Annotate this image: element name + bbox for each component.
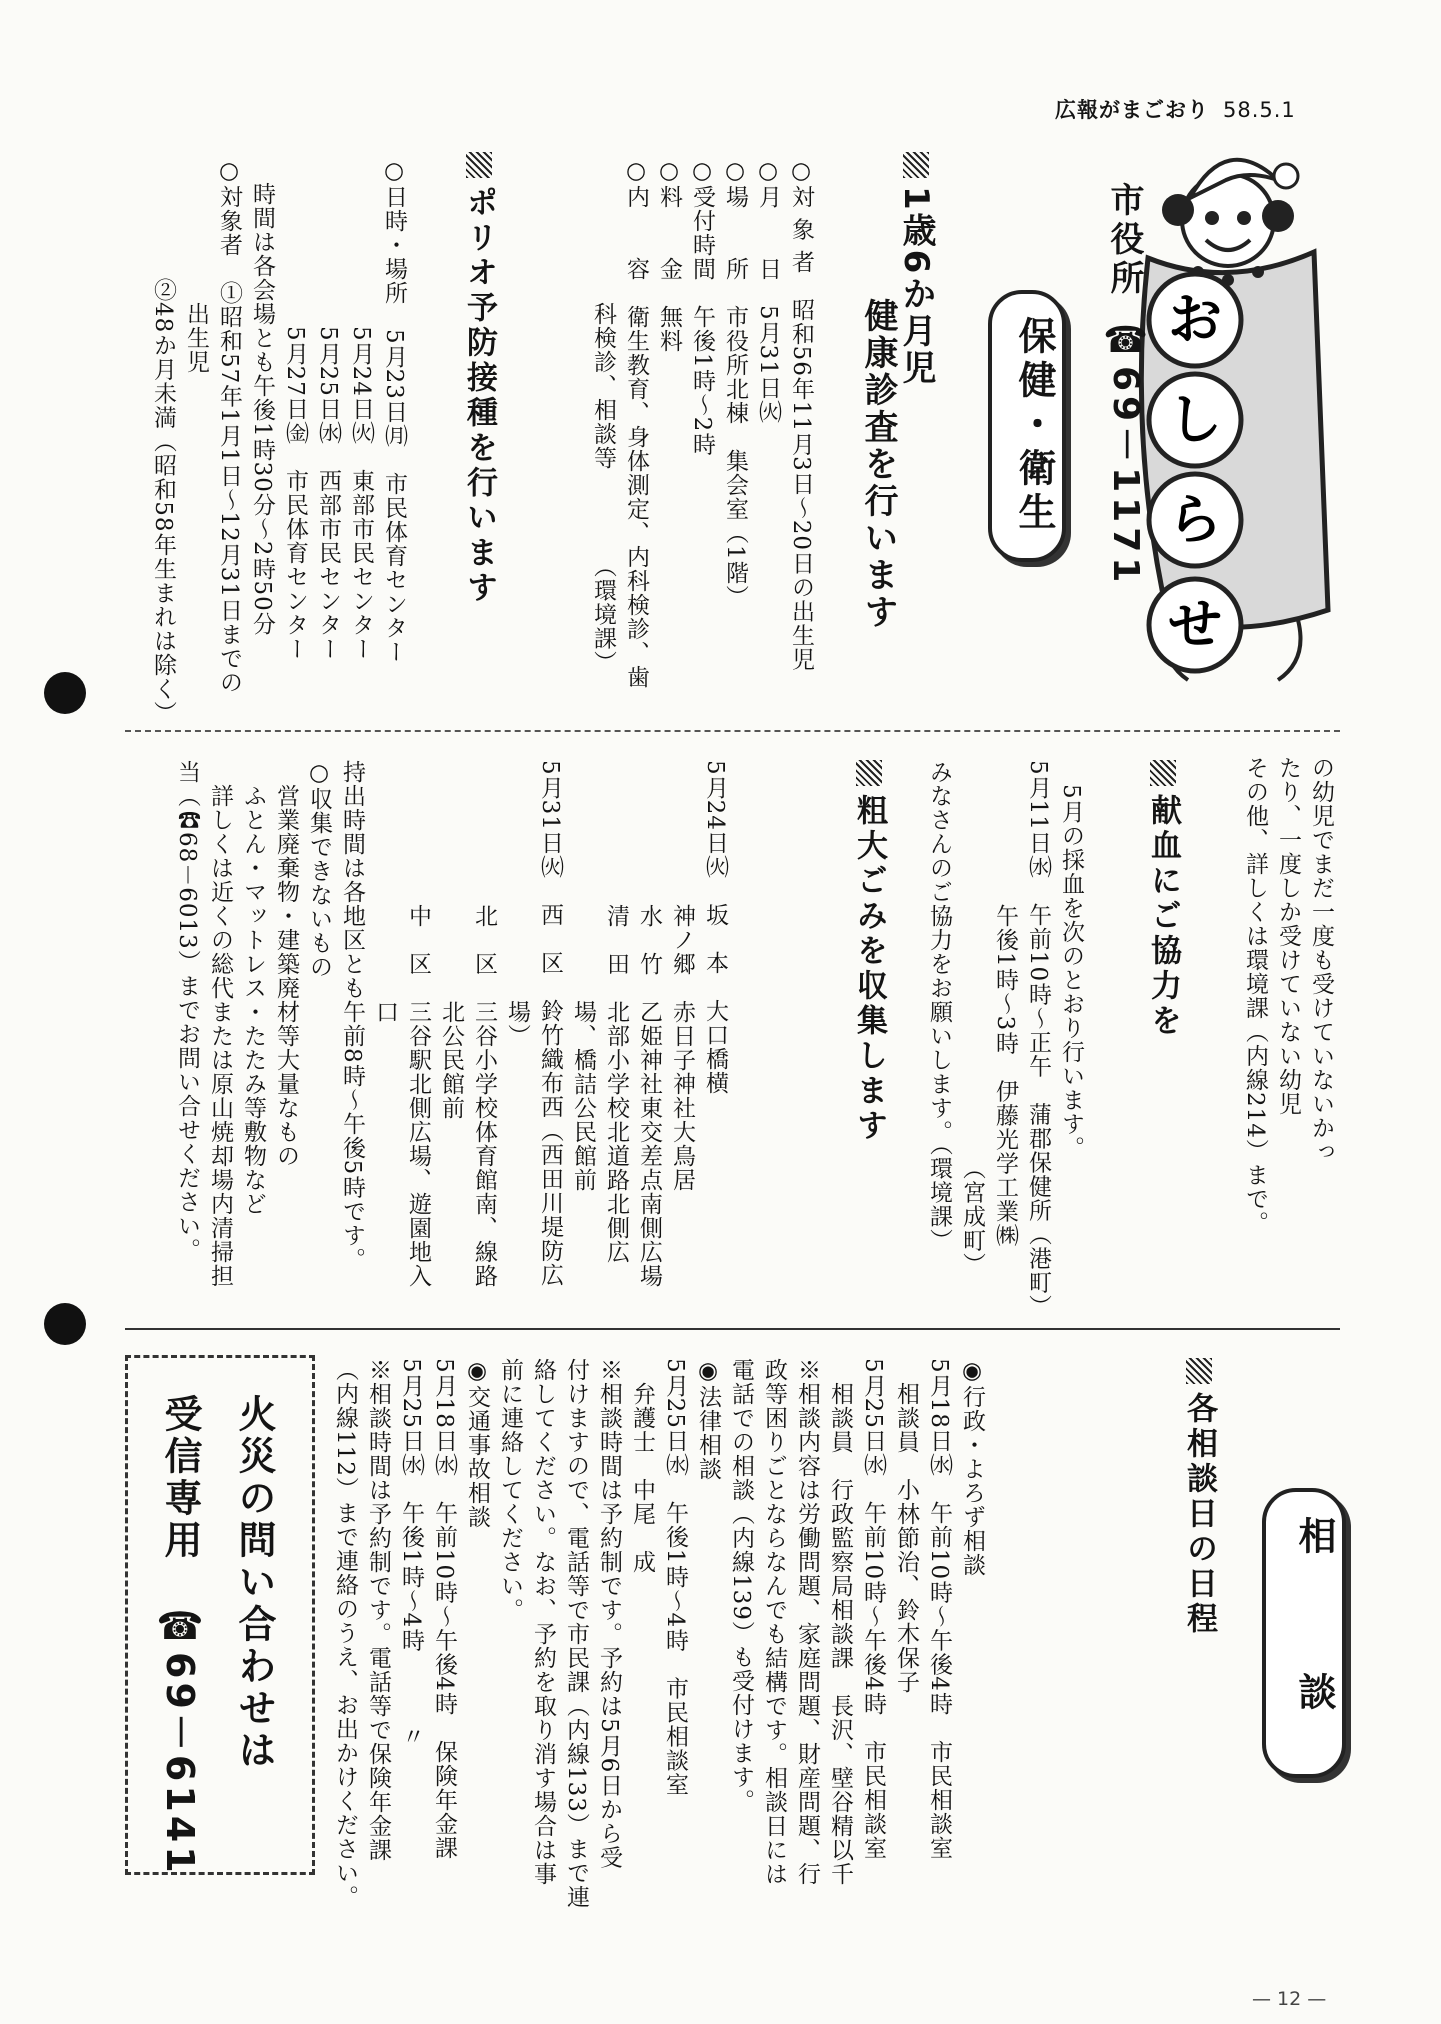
polio-continued (1238, 756, 1337, 1316)
list-item: 5月18日㈬ 午前10時～午後4時 保険年金課 (431, 1358, 457, 1860)
mascot-char-2: し (1168, 388, 1222, 451)
list-item: ○収集できないもの (306, 760, 332, 979)
list-item: 5月18日㈬ 午前10時～午後4時 市民相談室 (926, 1358, 952, 1860)
list-item: 相談員 小林節治、鈴木保子 (893, 1358, 919, 1694)
list-item: 5月24日㈫ 東部市民センター (348, 158, 374, 661)
list-item: ○対象者 ①昭和57年1月1日～12月31日までの (216, 158, 242, 695)
list-item: 5月24日㈫ 坂 本 大口橋横 (702, 760, 728, 1095)
consultation-body (328, 1358, 988, 1918)
list-item: 5月31日㈫ 西 区 鈴竹織布西（西田川堤防広 (537, 760, 563, 1287)
hatch-mark (1150, 760, 1176, 786)
section-label-consultation: 相 談 (1262, 1488, 1346, 1778)
list-item: 当（☎68－6013）までお問い合せください。 (174, 760, 200, 1262)
list-item: ○対 象 者 昭和56年11月3日～20日の出生児 (788, 158, 814, 672)
list-item: 5月27日㈮ 市民体育センター (282, 158, 308, 661)
list-item: ○場 所 市役所北棟 集会室（1階） (722, 158, 748, 609)
fire-inquiry-box (125, 1355, 315, 1875)
list-item: ○日時・場所 5月23日㈪ 市民体育センター (381, 158, 407, 664)
list-item: の幼児でまだ一度も受けていないかっ (1308, 756, 1334, 1164)
list-item: 午後1時～3時 伊藤光学工業㈱ (992, 760, 1018, 1248)
list-item: 政等困りごとならなんでも結構です。相談日には (761, 1358, 787, 1886)
punch-hole-bottom (44, 1303, 86, 1345)
consultation-title: 各相談日の日程 (1178, 1358, 1220, 1637)
fire-inquiry-line2: 受信専用 ☎69－6141 (158, 1394, 202, 1877)
publication-name: 広報がまごおり (1055, 98, 1209, 122)
mascot-char-3: ら (1168, 488, 1222, 551)
list-item: 5月25日㈬ 午後1時～4時 市民相談室 (662, 1358, 688, 1797)
list-item: 時間は各会場とも午後1時30分～2時50分 (249, 158, 275, 636)
hatch-mark (903, 152, 929, 178)
list-item: 科検診、相談等 （環境課） (590, 158, 616, 675)
list-item: 水 竹 乙姫神社東交差点南側広場 (636, 760, 662, 1288)
mascot-char-1: お (1168, 288, 1222, 351)
list-item: 出生児 (183, 158, 209, 374)
page-number: — 12 — (1252, 1988, 1327, 2010)
list-item: 弁護士 中尾 成 (629, 1358, 655, 1574)
traffic-consultation-heading: ◉交通事故相談 (464, 1358, 490, 1529)
bulky-garbage-title: 粗大ごみを収集します (848, 760, 890, 1144)
list-item: （宮成町） (959, 760, 985, 1277)
list-item: ○内 容 衛生教育、身体測定、内科検診、歯 (623, 158, 649, 689)
list-item: 電話での相談（内線139）も受付けます。 (728, 1358, 754, 1813)
list-item: 5月25日㈬ 午後1時～4時 〃 (398, 1358, 424, 1749)
punch-hole-top (44, 672, 86, 714)
list-item: 5月の採血を次のとおり行います。 (1058, 760, 1084, 1160)
blood-donation-body (922, 760, 1087, 1320)
list-item: その他、詳しくは環境課（内線214）まで。 (1242, 756, 1268, 1235)
city-hall-phone: ☎69－1171 (1105, 320, 1146, 588)
publication-header (1055, 94, 1296, 124)
city-hall-label: 市役所 (1104, 182, 1144, 299)
publication-date: 58.5.1 (1223, 98, 1296, 122)
list-item: 5月25日㈬ 午前10時～午後4時 市民相談室 (860, 1358, 886, 1860)
list-item: ○受付時間 午後1時～2時 (689, 158, 715, 457)
list-item: 前に連絡してください。 (497, 1358, 523, 1622)
list-item: 場） (504, 760, 530, 1048)
polio-title: ポリオ予防接種を行います (458, 152, 500, 606)
health-check-title-line1: 1歳6か月児 (894, 152, 938, 387)
list-item: みなさんのご協力をお願いします。（環境課） (926, 760, 952, 1253)
list-item: 5月25日㈬ 西部市民センター (315, 158, 341, 661)
list-item: 北公民館前 (438, 760, 464, 1120)
fire-inquiry-line1: 火災の問い合わせは (232, 1394, 276, 1772)
blood-donation-title: 献血にご協力を (1142, 760, 1184, 1039)
list-item: 神ノ郷 赤日子神社大鳥居 (669, 760, 695, 1192)
mascot-char-4: せ (1168, 593, 1222, 656)
section-label-health: 保健・衛生 (988, 290, 1066, 562)
list-item: ふとん・マットレス・たたみ等敷物など (240, 760, 266, 1216)
list-item: 詳しくは近くの総代または原山焼却場内清掃担 (207, 760, 233, 1288)
list-item: ○料 金 無料 (656, 158, 682, 353)
list-item: 中 区 三谷駅北側広場、遊園地入 (405, 760, 431, 1288)
admin-consultation-heading: ◉行政・よろず相談 (959, 1358, 985, 1577)
health-check-title-line2: 健康診査を行います (858, 298, 898, 631)
list-item: ※相談時間は予約制です。電話等で保険年金課 (365, 1358, 391, 1862)
health-check-body (586, 158, 817, 718)
polio-body (146, 158, 410, 725)
list-item: （内線112）まで連絡のうえ、お出かけください。 (332, 1358, 358, 1909)
hatch-mark (856, 760, 882, 786)
list-item: ○月 日 5月31日㈫ (755, 158, 781, 424)
list-item: 絡してください。なお、予約を取り消す場合は事 (530, 1358, 556, 1886)
list-item: 5月11日㈬ 午前10時～正午 蒲郡保健所（港町） (1025, 760, 1051, 1319)
list-item: 持出時間は各地区とも午前8時～午後5時です。 (339, 760, 365, 1272)
list-item: 清 田 北部小学校北道路北側広 (603, 760, 629, 1264)
bulky-garbage-body (170, 760, 731, 1320)
legal-consultation-heading: ◉法律相談 (695, 1358, 721, 1481)
hatch-mark (466, 152, 492, 178)
hatch-mark (1186, 1358, 1212, 1384)
list-item: ※相談内容は労働問題、家庭問題、財産問題、行 (794, 1358, 820, 1886)
list-item: 付けますので、電話等で市民課（内線133）まで連 (563, 1358, 589, 1909)
list-item: 口 (372, 760, 398, 1024)
list-item: 相談員 行政監察局相談課 長沢、壁谷精以千 (827, 1358, 853, 1886)
list-item: 北 区 三谷小学校体育館南、線路 (471, 760, 497, 1288)
list-item: たり、一度しか受けていない幼児 (1275, 756, 1301, 1116)
list-item: ②48か月未満（昭和58年生まれは除く） (150, 158, 176, 725)
list-item: 営業廃棄物・建築廃材等大量なもの (273, 760, 299, 1168)
list-item: 場、橋詰公民館前 (570, 760, 596, 1192)
list-item: ※相談時間は予約制です。予約は5月6日から受 (596, 1358, 622, 1870)
section-divider-bottom (125, 1328, 1340, 1330)
